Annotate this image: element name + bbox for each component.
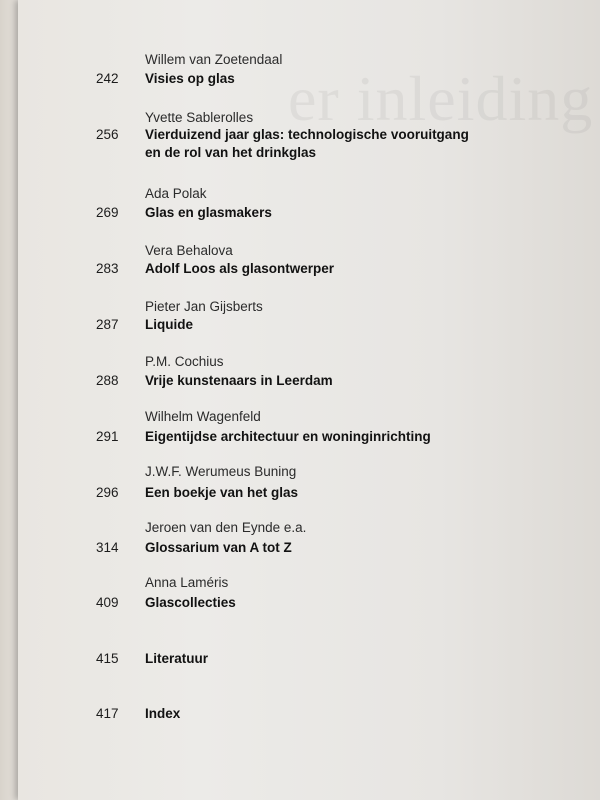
entry-page-number: 283: [96, 261, 119, 276]
entry-title: Visies op glas: [145, 71, 235, 86]
book-page: [18, 0, 600, 800]
entry-page-number: 269: [96, 205, 119, 220]
entry-author: J.W.F. Werumeus Buning: [145, 464, 297, 479]
entry-page-number: 287: [96, 317, 119, 332]
entry-page-number: 415: [96, 651, 119, 666]
entry-page-number: 242: [96, 71, 119, 86]
entry-author: Anna Laméris: [145, 575, 229, 590]
entry-page-number: 291: [96, 429, 119, 444]
entry-title: Glascollecties: [145, 595, 236, 610]
bleed-through-text: er inleiding: [288, 63, 594, 134]
entry-page-number: 417: [96, 706, 119, 721]
entry-author: Willem van Zoetendaal: [145, 52, 283, 67]
entry-author: Wilhelm Wagenfeld: [145, 409, 261, 424]
entry-title: Eigentijdse architectuur en woninginrichting: [145, 429, 431, 444]
entry-title: Vierduizend jaar glas: technologische vooruitgang: [145, 127, 469, 142]
entry-author: Pieter Jan Gijsberts: [145, 299, 263, 314]
entry-title: Index: [145, 706, 181, 721]
entry-page-number: 288: [96, 373, 119, 388]
entry-title: Glossarium van A tot Z: [145, 540, 292, 555]
entry-title: Literatuur: [145, 651, 209, 666]
entry-title-continued: en de rol van het drinkglas: [145, 145, 317, 160]
entry-title: Glas en glasmakers: [145, 205, 272, 220]
entry-page-number: 314: [96, 540, 119, 555]
entry-title: Een boekje van het glas: [145, 485, 299, 500]
entry-title: Adolf Loos als glasontwerper: [145, 261, 335, 276]
entry-title: Liquide: [145, 317, 193, 332]
page-edge: [0, 0, 18, 800]
entry-author: P.M. Cochius: [145, 354, 224, 369]
entry-author: Vera Behalova: [145, 243, 233, 258]
entry-title: Vrije kunstenaars in Leerdam: [145, 373, 333, 388]
entry-page-number: 296: [96, 485, 119, 500]
entry-page-number: 256: [96, 127, 119, 142]
entry-author: Ada Polak: [145, 186, 207, 201]
entry-author: Jeroen van den Eynde e.a.: [145, 520, 307, 535]
entry-page-number: 409: [96, 595, 119, 610]
entry-author: Yvette Sablerolles: [145, 110, 254, 125]
